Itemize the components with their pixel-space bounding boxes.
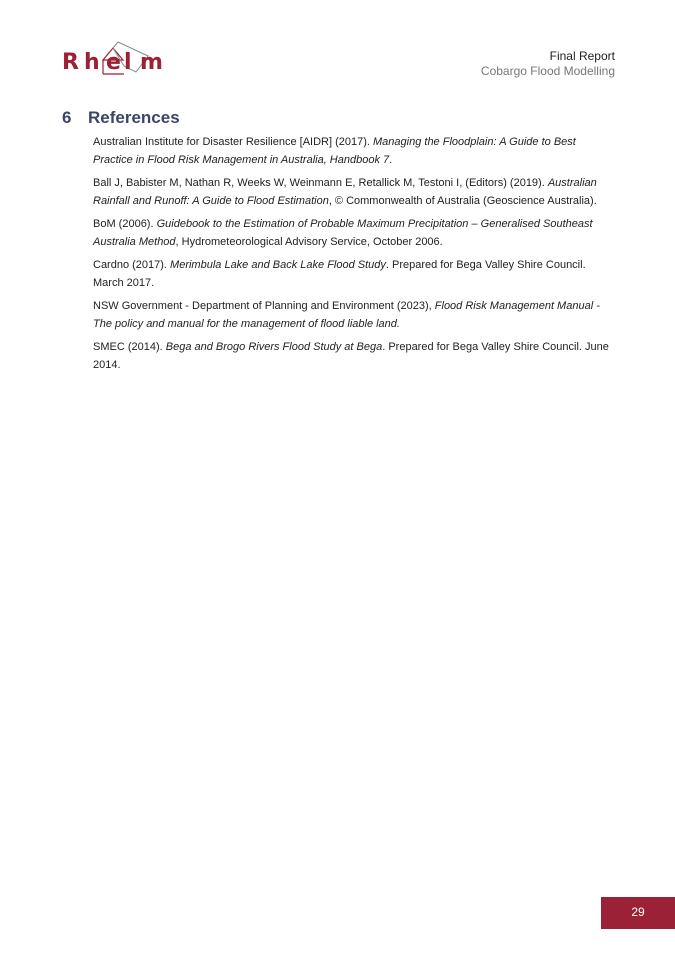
ref-authors: NSW Government - Department of Planning and Environment (2023), xyxy=(93,300,435,312)
page-number: 29 xyxy=(631,905,645,919)
reference-item xyxy=(93,339,618,374)
ref-details: , © Commonwealth of Australia (Geoscience Australia). xyxy=(328,194,597,207)
section-number: 6 xyxy=(62,108,72,127)
ref-authors: Ball J, Babister M, Nathan R, Weeks W, Weinmann E, Retallick M, Testoni I, (Editors) (2019). xyxy=(93,177,548,189)
logo-letter: e xyxy=(106,50,121,75)
ref-title: Flood Risk Management Manual - The policy and manual for the management of flood liable land. xyxy=(93,300,600,330)
reference-item xyxy=(93,298,618,333)
ref-title: Australian Rainfall and Runoff: A Guide to Flood Estimation xyxy=(93,177,597,207)
logo-wordmark xyxy=(62,50,163,75)
logo-letter: l xyxy=(124,50,132,75)
reference-item xyxy=(93,257,618,292)
page-number-badge xyxy=(601,897,675,929)
ref-details: . xyxy=(389,153,393,166)
reference-list xyxy=(93,134,618,380)
reference-item xyxy=(93,216,618,251)
ref-title: Merimbula Lake and Back Lake Flood Study xyxy=(170,259,386,271)
reference-item xyxy=(93,175,618,210)
reference-item xyxy=(93,134,618,169)
ref-details: , Hydrometeorological Advisory Service, October 2006. xyxy=(175,235,443,248)
ref-authors: Australian Institute for Disaster Resilience [AIDR] (2017). xyxy=(93,136,374,148)
logo-letter: h xyxy=(84,50,100,75)
ref-authors: Cardno (2017). xyxy=(93,259,171,271)
document-header xyxy=(481,49,615,79)
ref-authors: BoM (2006). xyxy=(93,218,157,230)
ref-title: Managing the Floodplain: A Guide to Best Practice in Flood Risk Management in Australia, Handbook 7 xyxy=(93,136,576,166)
logo-letter: R xyxy=(62,50,79,75)
section-heading xyxy=(62,108,180,128)
logo-letter: m xyxy=(140,50,163,75)
section-title: References xyxy=(88,108,180,127)
ref-title: Guidebook to the Estimation of Probable Maximum Precipitation – Generalised Southeast Australia Method xyxy=(93,218,593,248)
ref-title: Bega and Brogo Rivers Flood Study at Bega xyxy=(165,341,383,353)
ref-details: . Prepared for Bega Valley Shire Council. March 2017. xyxy=(93,259,586,289)
ref-details: . Prepared for Bega Valley Shire Council. June 2014. xyxy=(93,341,609,371)
report-subtitle: Cobargo Flood Modelling xyxy=(480,64,615,78)
report-title: Final Report xyxy=(549,49,615,63)
rhelm-logo xyxy=(62,38,177,80)
ref-authors: SMEC (2014). xyxy=(93,341,166,353)
